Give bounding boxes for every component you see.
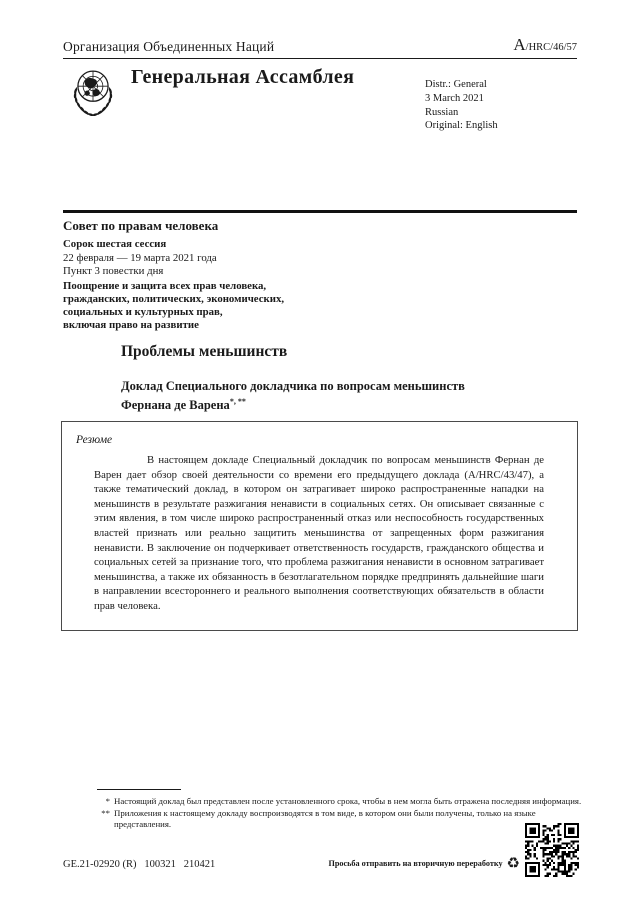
session-number: Сорок шестая сессия (63, 238, 167, 250)
footnote-reference-marks: *, ** (229, 397, 246, 406)
footnote-text: Приложения к настоящему докладу воспроизводятся в том виде, в котором они были получены, только на языке представления. (114, 807, 536, 830)
report-title: Проблемы меньшинств (121, 343, 288, 360)
summary-paragraph: В настоящем докладе Специальный докладчик по вопросам меньшинств Фернан де Варен дает обзор своей деятельности со времени его предыдущего доклада (A/HRC/43/47), а также тематический доклад, в котором он затрагивает широко распространенные нападки на меньшинств в результате разжигания ненависти в социальных сетях. Он описывает связанные с этим явления, в том числе широко распространенный отказ или неспособность государственных властей признать или реально защитить меньшинства от запрещенных форм разжигания ненависти. В заключение он подчеркивает ответственность государств, гражданского общества и социальных сетей за признание того, что проблема разжигания ненависти в основном затрагивает меньшинства, а также их обязанность в безотлагательном порядке предпринять дальнейшие шаги в направлении всестороннего и реального выполнения соответствующих обязательств в области прав человека. (94, 454, 544, 612)
footnote-text: Настоящий доклад был представлен после установленного срока, чтобы в нем могла быть отражена последняя информация. (114, 796, 582, 806)
assembly-title: Генеральная Ассамблея (131, 66, 355, 88)
session-dates: 22 февраля — 19 марта 2021 года (63, 251, 217, 264)
session-block (63, 218, 393, 332)
footnote-separator (97, 789, 181, 790)
distr-original: Original: English (425, 120, 498, 132)
footnote-item (96, 808, 585, 831)
recycle-icon: ♻ (506, 854, 520, 872)
agenda-item: Пункт 3 повестки дня (63, 265, 164, 277)
un-emblem-icon (64, 63, 122, 121)
header-top-row (63, 35, 577, 55)
recycle-note (320, 856, 520, 871)
agenda-title-line: гражданских, политических, экономических, (63, 292, 285, 305)
summary-box (61, 421, 578, 631)
council-name: Совет по правам человека (63, 218, 219, 233)
section-divider (63, 210, 577, 213)
agenda-title-line: социальных и культурных прав, (63, 305, 223, 318)
report-subtitle-line1: Доклад Специального докладчика по вопросам меньшинств (121, 379, 465, 393)
agenda-title-line: Поощрение и защита всех прав человека, (63, 279, 267, 292)
report-subtitle (121, 379, 465, 413)
agenda-title (63, 280, 393, 332)
distribution-block (425, 78, 498, 133)
header-divider (63, 58, 577, 59)
distr-date: 3 March 2021 (425, 92, 484, 104)
document-code: GE.21-02920 (R) 100321 210421 (63, 859, 216, 870)
footnote-item (96, 796, 585, 808)
distr-line: Distr.: General (425, 79, 487, 90)
footnotes (96, 796, 585, 831)
distr-language: Russian (425, 106, 459, 118)
summary-label: Резюме (76, 434, 113, 446)
recycle-text: Просьба отправить на вторичную переработку (328, 859, 503, 868)
report-subtitle-line2: Фернана де Варена*, ** (121, 397, 246, 413)
document-symbol (513, 35, 577, 55)
document-symbol-initial: A (513, 35, 526, 54)
agenda-title-line: включая право на развитие (63, 318, 199, 331)
qr-code (525, 823, 579, 877)
organization-name: Организация Объединенных Наций (63, 39, 275, 54)
footnote-marker: * (105, 796, 110, 806)
footnote-marker: ** (101, 807, 110, 818)
document-symbol-rest: /HRC/46/57 (525, 42, 577, 53)
